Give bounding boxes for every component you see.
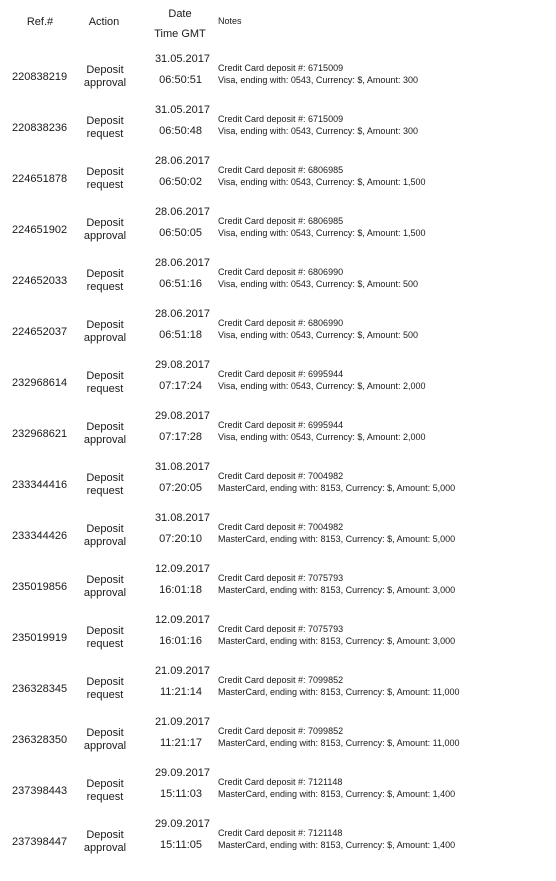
ref-number: 224651878 (12, 172, 68, 185)
notes-line-2: Visa, ending with: 0543, Currency: $, Amount: 2,000 (218, 432, 426, 442)
row-notes (218, 776, 455, 800)
action-type: Deposit request (86, 675, 124, 701)
row-notes (218, 113, 418, 137)
row-notes (218, 215, 425, 239)
action-type: Deposit approval (83, 63, 127, 89)
row-time: 06:50:05 (159, 227, 202, 239)
row-notes (218, 572, 455, 596)
notes-line-2: Visa, ending with: 0543, Currency: $, Amount: 300 (218, 75, 418, 85)
row-time: 16:01:18 (159, 584, 202, 596)
row-time: 06:50:48 (159, 125, 202, 137)
column-header-date-time (150, 4, 210, 44)
ref-number: 235019856 (12, 580, 68, 593)
action-type: Deposit request (86, 165, 124, 191)
table-row (0, 816, 556, 867)
ref-number: 237398443 (12, 784, 68, 797)
row-time: 07:20:05 (159, 482, 202, 494)
ref-number: 232968614 (12, 376, 68, 389)
row-notes (218, 317, 418, 341)
row-date: 31.08.2017 (154, 461, 210, 473)
table-row (0, 663, 556, 714)
row-date: 31.05.2017 (154, 104, 210, 116)
row-date: 29.09.2017 (154, 818, 210, 830)
action-type: Deposit request (86, 624, 124, 650)
row-time: 07:17:24 (159, 380, 202, 392)
notes-line-1: Credit Card deposit #: 7004982 (218, 522, 344, 532)
row-time: 07:17:28 (159, 431, 202, 443)
ref-number: 220838219 (12, 70, 68, 83)
ref-number: 224652037 (12, 325, 68, 338)
notes-line-2: Visa, ending with: 0543, Currency: $, Amount: 500 (218, 279, 418, 289)
ref-number: 236328350 (12, 733, 68, 746)
notes-line-2: MasterCard, ending with: 8153, Currency: $, Amount: 5,000 (218, 483, 456, 493)
notes-line-2: Visa, ending with: 0543, Currency: $, Amount: 1,500 (218, 228, 426, 238)
notes-line-2: MasterCard, ending with: 8153, Currency: $, Amount: 11,000 (218, 738, 460, 748)
row-notes (218, 266, 418, 290)
action-type: Deposit request (86, 777, 124, 803)
table-row (0, 561, 556, 612)
action-type: Deposit request (86, 471, 124, 497)
row-notes (218, 470, 455, 494)
notes-line-1: Credit Card deposit #: 6715009 (218, 114, 344, 124)
row-notes (218, 725, 459, 749)
row-time: 11:21:14 (159, 686, 202, 698)
row-date: 12.09.2017 (154, 563, 210, 575)
notes-line-2: Visa, ending with: 0543, Currency: $, Amount: 2,000 (218, 381, 426, 391)
action-type: Deposit approval (83, 318, 127, 344)
table-row (0, 459, 556, 510)
notes-line-1: Credit Card deposit #: 6806985 (218, 216, 344, 226)
column-header-notes: Notes (218, 16, 242, 26)
ref-number: 235019919 (12, 631, 68, 644)
row-date: 12.09.2017 (154, 614, 210, 626)
row-time: 16:01:16 (159, 635, 202, 647)
notes-line-1: Credit Card deposit #: 7004982 (218, 471, 344, 481)
ref-number: 224652033 (12, 274, 68, 287)
notes-line-2: MasterCard, ending with: 8153, Currency: $, Amount: 1,400 (218, 840, 456, 850)
notes-line-1: Credit Card deposit #: 6995944 (218, 420, 344, 430)
row-date: 29.08.2017 (154, 410, 210, 422)
column-header-date: Date (168, 8, 192, 20)
row-notes (218, 368, 425, 392)
column-header-action: Action (88, 16, 120, 28)
row-time: 06:50:02 (159, 176, 202, 188)
column-header-ref: Ref.# (26, 16, 54, 28)
notes-line-1: Credit Card deposit #: 7121148 (218, 777, 343, 787)
notes-line-1: Credit Card deposit #: 7121148 (218, 828, 343, 838)
ref-number: 233344416 (12, 478, 68, 491)
row-date: 21.09.2017 (154, 665, 210, 677)
notes-line-2: MasterCard, ending with: 8153, Currency: $, Amount: 11,000 (218, 687, 460, 697)
action-type: Deposit approval (83, 522, 127, 548)
notes-line-2: MasterCard, ending with: 8153, Currency: $, Amount: 3,000 (218, 636, 456, 646)
action-type: Deposit approval (83, 216, 127, 242)
notes-line-1: Credit Card deposit #: 7075793 (218, 624, 344, 634)
column-header-time: Time GMT (154, 28, 206, 40)
notes-line-1: Credit Card deposit #: 6995944 (218, 369, 344, 379)
row-time: 06:50:51 (159, 74, 202, 86)
table-row (0, 306, 556, 357)
table-row (0, 255, 556, 306)
notes-line-2: MasterCard, ending with: 8153, Currency: $, Amount: 5,000 (218, 534, 456, 544)
notes-line-2: Visa, ending with: 0543, Currency: $, Amount: 500 (218, 330, 418, 340)
notes-line-1: Credit Card deposit #: 6806985 (218, 165, 344, 175)
row-time: 11:21:17 (159, 737, 202, 749)
table-row (0, 51, 556, 102)
row-notes (218, 674, 459, 698)
row-date: 31.05.2017 (154, 53, 210, 65)
row-date: 28.06.2017 (154, 257, 210, 269)
table-row (0, 102, 556, 153)
notes-line-1: Credit Card deposit #: 7099852 (218, 726, 344, 736)
row-date: 28.06.2017 (154, 308, 210, 320)
row-date: 21.09.2017 (154, 716, 210, 728)
ref-number: 236328345 (12, 682, 68, 695)
row-notes (218, 521, 455, 545)
row-time: 15:11:03 (159, 788, 202, 800)
action-type: Deposit request (86, 267, 124, 293)
action-type: Deposit approval (83, 420, 127, 446)
table-row (0, 408, 556, 459)
notes-line-2: Visa, ending with: 0543, Currency: $, Amount: 300 (218, 126, 418, 136)
action-type: Deposit approval (83, 726, 127, 752)
row-date: 29.09.2017 (154, 767, 210, 779)
ref-number: 233344426 (12, 529, 68, 542)
row-time: 06:51:18 (159, 329, 202, 341)
table-row (0, 204, 556, 255)
row-date: 28.06.2017 (154, 206, 210, 218)
table-row (0, 612, 556, 663)
row-date: 29.08.2017 (154, 359, 210, 371)
notes-line-2: MasterCard, ending with: 8153, Currency: $, Amount: 1,400 (218, 789, 456, 799)
table-row (0, 510, 556, 561)
action-type: Deposit request (86, 114, 124, 140)
ref-number: 232968621 (12, 427, 68, 440)
action-type: Deposit approval (83, 573, 127, 599)
row-notes (218, 164, 425, 188)
row-notes (218, 623, 455, 647)
notes-line-2: MasterCard, ending with: 8153, Currency: $, Amount: 3,000 (218, 585, 456, 595)
ref-number: 220838236 (12, 121, 68, 134)
ref-number: 237398447 (12, 835, 68, 848)
row-date: 31.08.2017 (154, 512, 210, 524)
notes-line-2: Visa, ending with: 0543, Currency: $, Amount: 1,500 (218, 177, 426, 187)
table-row (0, 765, 556, 816)
table-row (0, 153, 556, 204)
notes-line-1: Credit Card deposit #: 7075793 (218, 573, 344, 583)
row-date: 28.06.2017 (154, 155, 210, 167)
row-time: 15:11:05 (159, 839, 202, 851)
notes-line-1: Credit Card deposit #: 6715009 (218, 63, 344, 73)
action-type: Deposit approval (83, 828, 127, 854)
row-notes (218, 827, 455, 851)
action-type: Deposit request (86, 369, 124, 395)
row-notes (218, 419, 425, 443)
notes-line-1: Credit Card deposit #: 7099852 (218, 675, 344, 685)
row-notes (218, 62, 418, 86)
row-time: 06:51:16 (159, 278, 202, 290)
notes-line-1: Credit Card deposit #: 6806990 (218, 267, 344, 277)
table-row (0, 714, 556, 765)
ref-number: 224651902 (12, 223, 68, 236)
row-time: 07:20:10 (159, 533, 202, 545)
table-row (0, 357, 556, 408)
notes-line-1: Credit Card deposit #: 6806990 (218, 318, 344, 328)
